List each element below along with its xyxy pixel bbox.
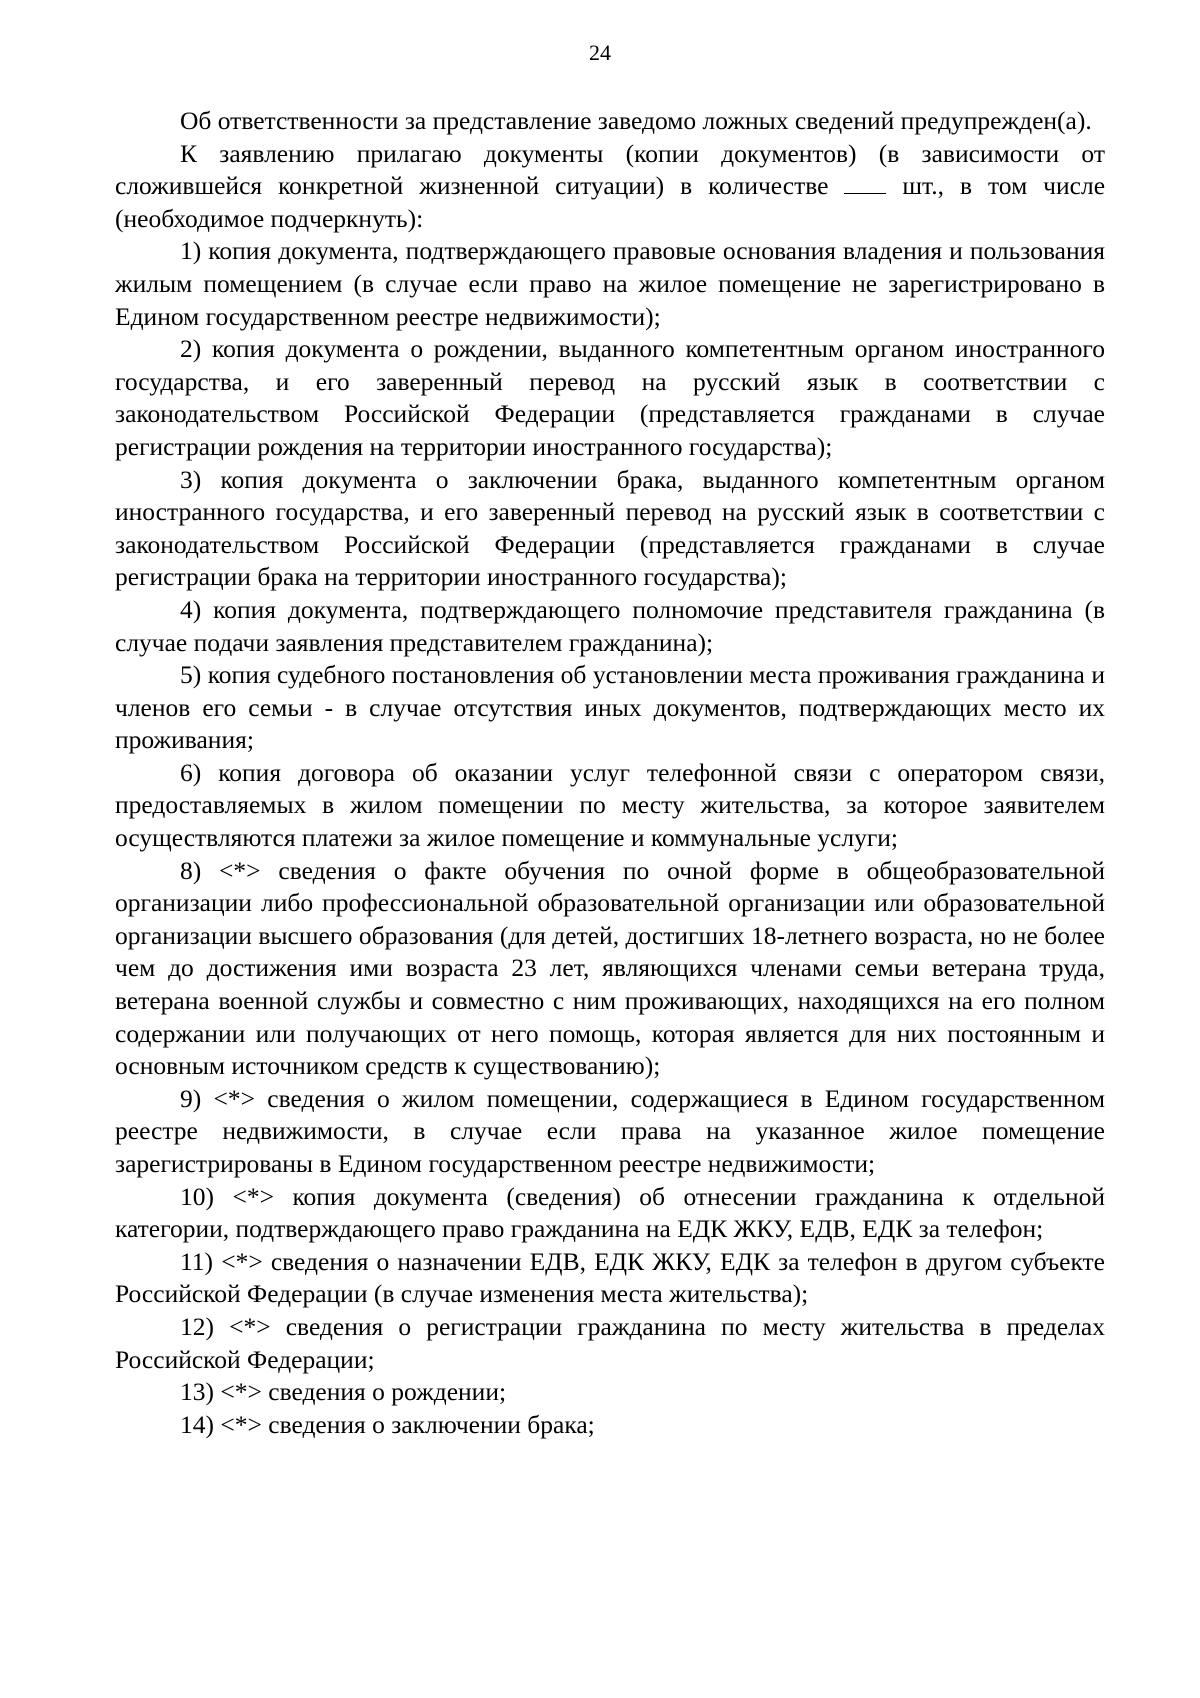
list-item-13: 13) <*> сведения о рождении; — [180, 1377, 507, 1407]
list-item-10: 10) <*> копия документа (сведения) об отнесении гражданина к отдельной категории, подтверждающего право гражданина на ЕДК ЖКУ, ЕДВ, ЕДК за телефон; — [115, 1181, 1105, 1244]
list-item-8: 8) <*> сведения о факте обучения по очной форме в общеобразовательной организации либо профессиональной образовательной организации или образовательной организации высшего образования (для детей, достигших 18-летнего возраста, но не более чем до достижения ими возраста 23 лет, являющихся членами семьи ветерана труда, ветерана военной службы и совместно с ним проживающих, находящихся на его полном содержании или получающих от него помощь, которая является для них постоянным и основным источником средств к существованию); — [115, 855, 1105, 1081]
attachments-intro-tail: шт., в том числе (необходимое подчеркнуть): — [115, 171, 1106, 233]
paragraph-attachments-intro — [115, 138, 1105, 236]
document-body — [115, 105, 1105, 1441]
list-item-1: 1) копия документа, подтверждающего правовые основания владения и пользования жилым помещением (в случае если право на жилое помещение не зарегистрировано в Едином государственном реестре недвижимости); — [115, 236, 1105, 331]
list-item-3: 3) копия документа о заключении брака, выданного компетентным органом иностранного государства, и его заверенный перевод на русский язык в соответствии с законодательством Российской Федерации (представляется гражданами в случае регистрации брака на территории иностранного государства); — [115, 464, 1105, 592]
list-item-9: 9) <*> сведения о жилом помещении, содержащиеся в Едином государственном реестре недвижимости, в случае если права на указанное жилое помещение зарегистрированы в Едином государственном реестре недвижимости; — [115, 1083, 1105, 1178]
paragraph-liability-warning: Об ответственности за представление заведомо ложных сведений предупрежден(а). — [180, 106, 1092, 135]
page-number: 24 — [589, 40, 611, 65]
list-item-4: 4) копия документа, подтверждающего полномочие представителя гражданина (в случае подачи заявления представителем гражданина); — [115, 594, 1105, 657]
list-item-12: 12) <*> сведения о регистрации гражданина по месту жительства в пределах Российской Федерации; — [115, 1311, 1105, 1374]
list-item-5: 5) копия судебного постановления об установлении места проживания гражданина и членов его семьи - в случае отсутствия иных документов, подтверждающих место их проживания; — [115, 660, 1105, 755]
attachments-intro-text: К заявлению прилагаю документы (копии документов) (в зависимости от сложившейся конкретной жизненной ситуации) в количестве — [115, 138, 1105, 201]
list-item-6: 6) копия договора об оказании услуг телефонной связи с оператором связи, предоставляемых в жилом помещении по месту жительства, за которое заявителем осуществляются платежи за жилое помещение и коммунальные услуги; — [115, 757, 1105, 853]
list-item-2: 2) копия документа о рождении, выданного компетентным органом иностранного государства, и его заверенный перевод на русский язык в соответствии с законодательством Российской Федерации (представляется гражданами в случае регистрации рождения на территории иностранного государства); — [115, 334, 1105, 461]
list-item-14: 14) <*> сведения о заключении брака; — [180, 1409, 595, 1439]
list-item-11: 11) <*> сведения о назначении ЕДВ, ЕДК ЖКУ, ЕДК за телефон в другом субъекте Российской Федерации (в случае изменения места жительства); — [115, 1246, 1105, 1309]
document-count-blank — [844, 173, 886, 194]
